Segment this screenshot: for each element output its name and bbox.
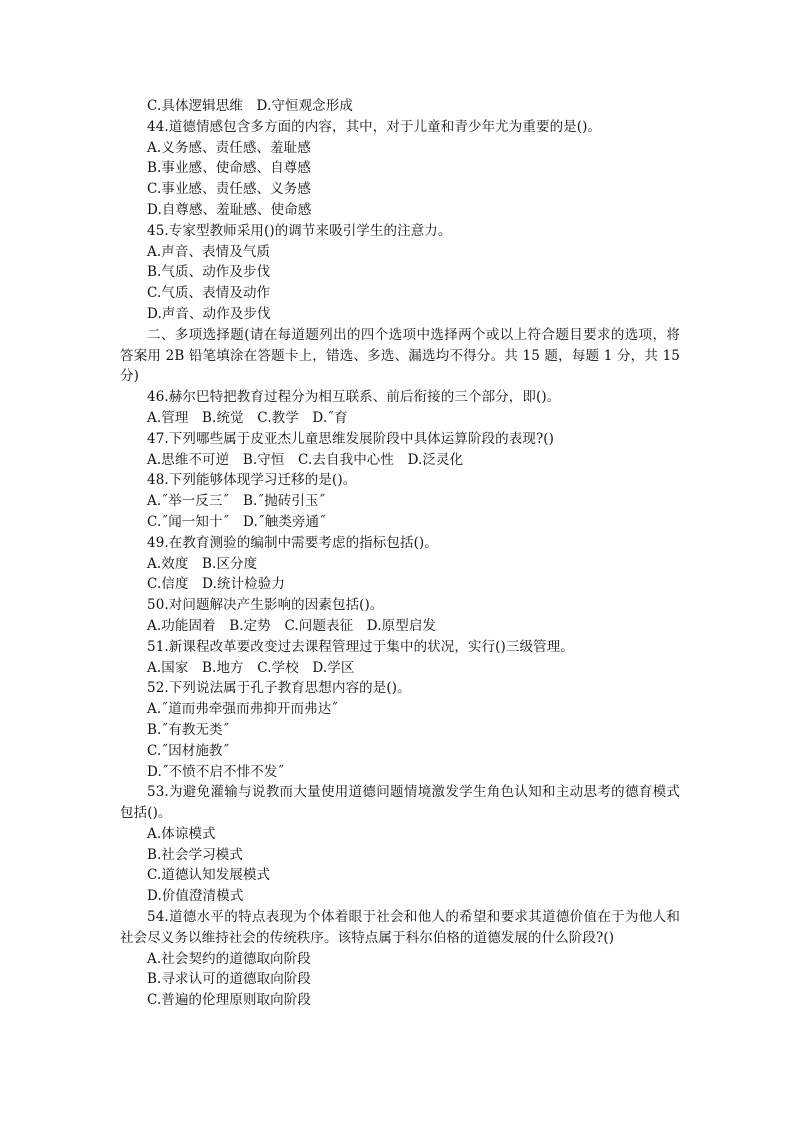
option-d: D.自尊感、羞耻感、使命感	[147, 201, 312, 218]
question-47: 47.下列哪些属于皮亚杰儿童思维发展阶段中具体运算阶段的表现?()	[147, 430, 555, 447]
options-row: A.功能固着 B.定势 C.问题表征 D.原型启发	[147, 617, 437, 634]
options-row: C.信度 D.统计检验力	[147, 576, 285, 593]
options-row: A.˝举一反三˝ B.˝抛砖引玉˝	[147, 493, 326, 510]
options-row: A.思维不可逆 B.守恒 C.去自我中心性 D.泛灵化	[147, 451, 464, 468]
option-c: C.事业感、责任感、义务感	[147, 181, 311, 198]
option-c: C.气质、表情及动作	[147, 285, 271, 302]
options-row: C.˝闻一知十˝ D.˝触类旁通˝	[147, 513, 326, 530]
option-c: C.˝因材施教˝	[147, 742, 230, 759]
text-line: C.具体逻辑思维 D.守恒观念形成	[147, 98, 353, 114]
option-d: D.˝不愤不启不悱不发˝	[147, 763, 285, 780]
option-b: B.气质、动作及步伐	[147, 264, 271, 281]
option-d: D.声音、动作及步伐	[147, 305, 271, 322]
question-49: 49.在教育测验的编制中需要考虑的指标包括()。	[147, 534, 438, 551]
options-row: A.效度 B.区分度	[147, 555, 258, 572]
option-b: B.事业感、使命感、自尊感	[147, 160, 312, 177]
question-51: 51.新课程改革要改变过去课程管理过于集中的状况，实行()三级管理。	[147, 638, 574, 655]
option-a: A.声音、表情及气质	[147, 243, 271, 260]
option-a: A.˝道而弗牵强而弗抑开而弗达˝	[147, 701, 339, 718]
question-53: 53.为避免灌输与说教而大量使用道德问题情境激发学生角色认知和主动思考的德育模式包括()。	[120, 784, 680, 822]
question-44: 44.道德情感包含多方面的内容，其中，对于儿童和青少年尤为重要的是()。	[147, 118, 602, 135]
option-a: A.义务感、责任感、羞耻感	[147, 139, 311, 156]
option-b: B.寻求认可的道德取向阶段	[147, 971, 312, 988]
question-45: 45.专家型教师采用()的调节来吸引学生的注意力。	[147, 222, 452, 239]
question-48: 48.下列能够体现学习迁移的是()。	[147, 472, 357, 489]
question-46: 46.赫尔巴特把教育过程分为相互联系、前后衔接的三个部分，即()。	[147, 389, 561, 406]
option-c: C.普遍的伦理原则取向阶段	[147, 992, 311, 1009]
section-heading: 二、多项选择题(请在每道题列出的四个选项中选择两个或以上符合题目要求的选项，将答案用 2B 铅笔填涂在答题卡上，错选、多选、漏选均不得分。共 15 题，每题 1 分，共 15分)	[120, 326, 680, 385]
document-body	[120, 96, 680, 1011]
question-50: 50.对问题解决产生影响的因素包括()。	[147, 597, 384, 614]
option-a: A.体谅模式	[147, 825, 216, 842]
options-row: A.国家 B.地方 C.学校 D.学区	[147, 659, 355, 676]
option-d: D.价值澄清模式	[147, 888, 244, 905]
question-52: 52.下列说法属于孔子教育思想内容的是()。	[147, 680, 411, 697]
option-a: A.社会契约的道德取向阶段	[147, 950, 311, 967]
question-54: 54.道德水平的特点表现为个体着眼于社会和他人的希望和要求其道德价值在于为他人和社会尽义务以维持社会的传统秩序。该特点属于科尔伯格的道德发展的什么阶段?()	[120, 909, 680, 946]
option-c: C.道德认知发展模式	[147, 867, 271, 884]
options-row: A.管理 B.统觉 C.教学 D.˝育	[147, 409, 348, 426]
option-b: B.˝有教无类˝	[147, 721, 230, 738]
option-b: B.社会学习模式	[147, 846, 244, 863]
